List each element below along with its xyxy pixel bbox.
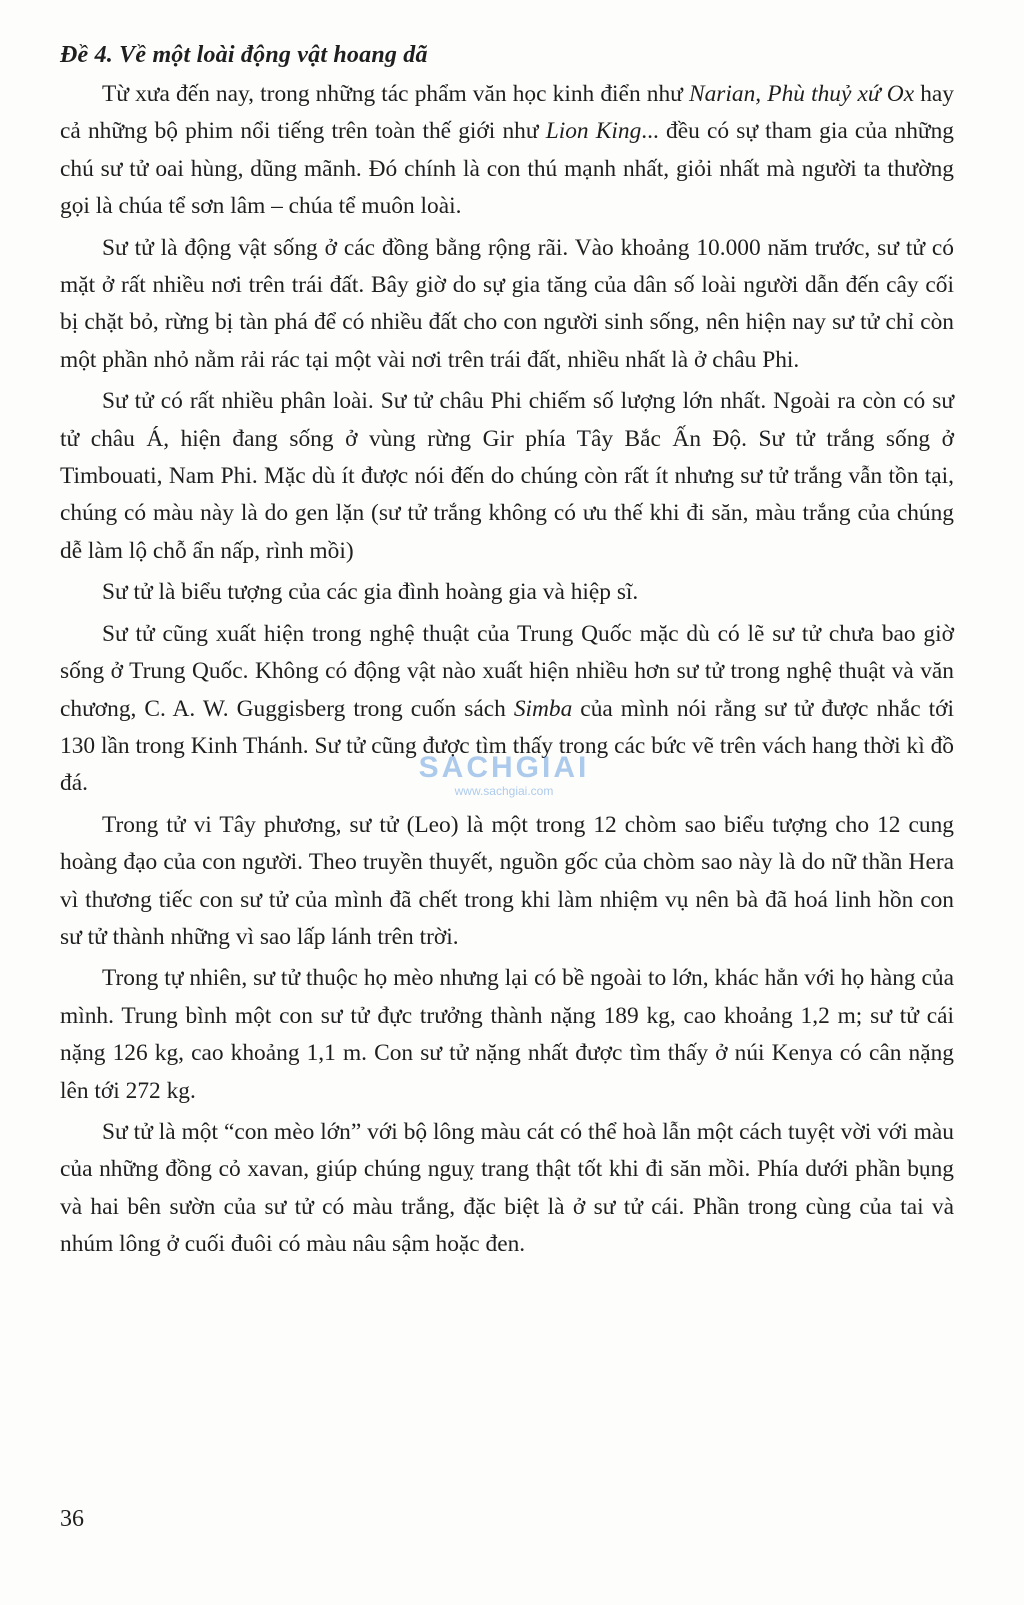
- paragraph-6: Trong tử vi Tây phương, sư tử (Leo) là một trong 12 chòm sao biểu tượng cho 12 cung hoàng đạo của con người. Theo truyền thuyết, nguồn gốc của chòm sao này là do nữ thần Hera vì thương tiếc con sư tử của mình đã chết trong khi làm nhiệm vụ nên bà đã hoá linh hồn con sư tử thành những vì sao lấp lánh trên trời.: [60, 811, 954, 950]
- watermark-url: www.sachgiai.com: [454, 784, 554, 798]
- page-content: [60, 38, 954, 1268]
- paragraph-1-italic-film: Lion King: [545, 118, 642, 145]
- paragraph-5-text-c: của mình nói rằng sư tử được nhắc tới 130 lần trong Kinh Thánh. Sư tử cũng được tìm thấy trong các bức vẽ trên vách hang thời kì đồ đá.: [60, 695, 954, 797]
- paragraph-7: Trong tự nhiên, sư tử thuộc họ mèo nhưng lại có bề ngoài to lớn, khác hẳn với họ hàng của mình. Trung bình một con sư tử đực trưởng thành nặng 189 kg, cao khoảng 1,2 m; sư tử cái nặng 126 kg, cao khoảng 1,1 m. Con sư tử nặng nhất được tìm thấy ở núi Kenya có cân nặng lên tới 272 kg.: [60, 965, 954, 1104]
- paragraph-1: [60, 76, 954, 226]
- paragraph-1-italic-titles: Narian, Phù thuỷ xứ Ox: [689, 81, 915, 107]
- paragraph-2: Sư tử là động vật sống ở các đồng bằng rộng rãi. Vào khoảng 10.000 năm trước, sư tử có mặt ở rất nhiều nơi trên trái đất. Bây giờ do sự gia tăng của dân số loài người dẫn đến cây cối bị chặt bỏ, rừng bị tàn phá để có nhiều đất cho con người sinh sống, nên hiện nay sư tử chỉ còn một phần nhỏ nằm rải rác tại một vài nơi trên trái đất, nhiều nhất là ở châu Phi.: [60, 234, 954, 373]
- paragraph-8: Sư tử là một “con mèo lớn” với bộ lông màu cát có thể hoà lẫn một cách tuyệt vời với màu của những đồng cỏ xavan, giúp chúng nguỵ trang thật tốt khi đi săn mồi. Phía dưới phần bụng và hai bên sườn của sư tử có màu trắng, đặc biệt là ở sư tử cái. Phần trong cùng của tai và nhúm lông ở cuối đuôi có màu nâu sậm hoặc đen.: [60, 1118, 954, 1258]
- paragraph-1-text-c: hay cả những bộ phim nổi tiếng trên toàn thế giới như: [60, 81, 954, 145]
- paragraph-1-text-a: Từ xưa đến nay, trong những tác phẩm văn học kinh điển như: [102, 81, 689, 107]
- paragraph-5: [60, 616, 954, 803]
- paragraph-1-text-e: ... đều có sự tham gia của những chú sư tử oai hùng, dũng mãnh. Đó chính là con thú mạnh nhất, giỏi nhất mà người ta thường gọi là chúa tể sơn lâm – chúa tể muôn loài.: [60, 118, 954, 220]
- watermark-logo-text: SACHGIAI: [418, 751, 590, 784]
- section-heading: Đề 4. Về một loài động vật hoang dã: [60, 42, 428, 68]
- paragraph-5-text-a: Sư tử cũng xuất hiện trong nghệ thuật của Trung Quốc mặc dù có lẽ sư tử chưa bao giờ sống ở Trung Quốc. Không có động vật nào xuất hiện nhiều hơn sư tử trong nghệ thuật và văn chương, C. A. W. Guggisberg trong cuốn sách: [60, 620, 954, 722]
- paragraph-4: Sư tử là biểu tượng của các gia đình hoàng gia và hiệp sĩ.: [102, 579, 639, 606]
- page-number: 36: [60, 1506, 84, 1532]
- paragraph-5-italic-book: Simba: [513, 695, 573, 722]
- paragraph-3: Sư tử có rất nhiều phân loài. Sư tử châu Phi chiếm số lượng lớn nhất. Ngoài ra còn có sư tử châu Á, hiện đang sống ở vùng rừng Gir phía Tây Bắc Ấn Độ. Sư tử trắng sống ở Timbouati, Nam Phi. Mặc dù ít được nói đến do chúng còn rất ít nhưng sư tử trắng vẫn tồn tại, chúng có màu này là do gen lặn (sư tử trắng không có ưu thế khi đi săn, màu trắng của chúng dễ làm lộ chỗ ẩn nấp, rình mồi): [60, 388, 954, 564]
